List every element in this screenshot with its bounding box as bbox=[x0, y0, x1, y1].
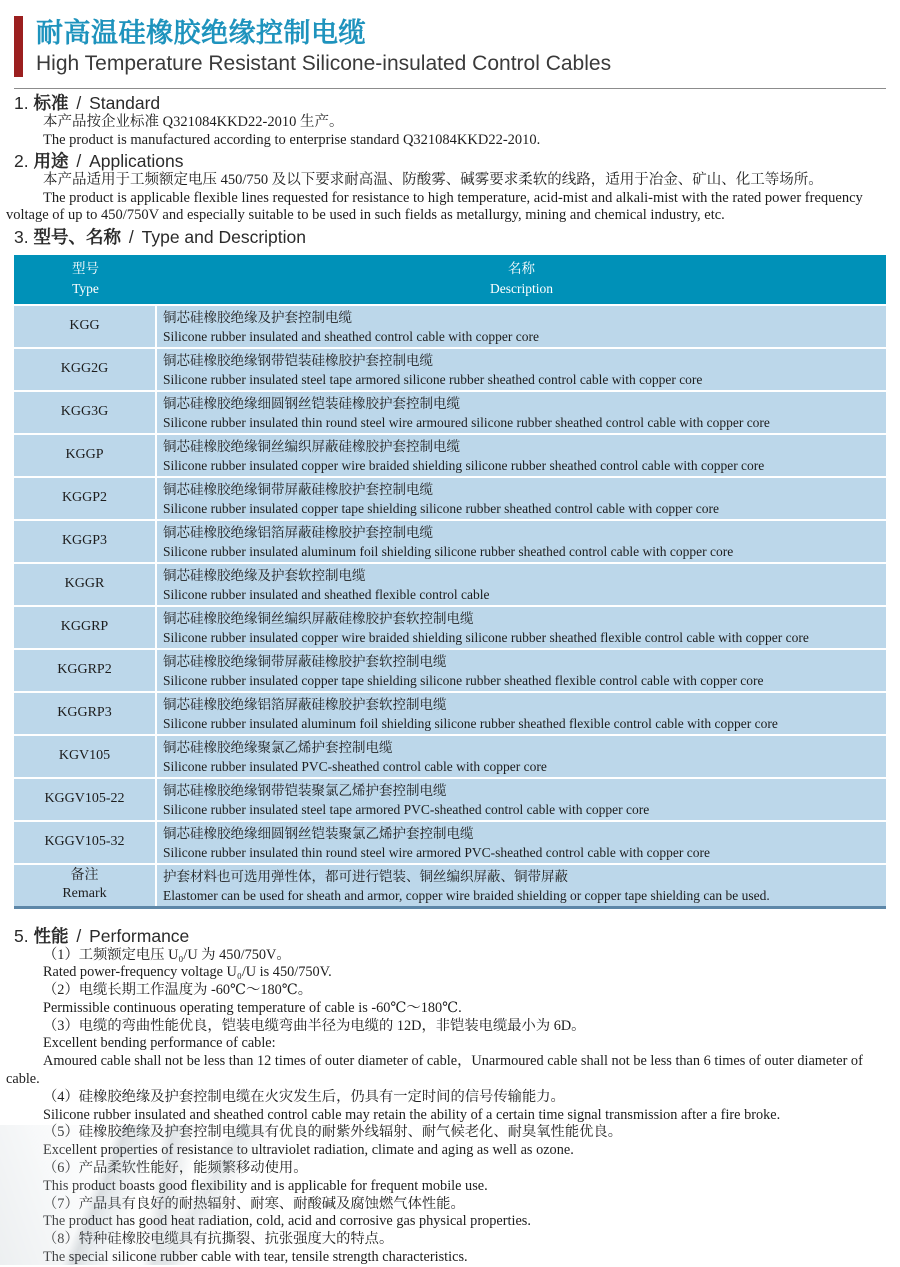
description-cell bbox=[157, 392, 886, 433]
accent-bar bbox=[14, 16, 886, 77]
page-title-zh: 耐高温硅橡胶绝缘控制电缆 bbox=[36, 18, 366, 48]
type-code: KGGP3 bbox=[61, 533, 108, 548]
description-en: Elastomer can be used for sheath and armor, copper wire braided shielding or copper tape shielding can be used. bbox=[163, 887, 770, 903]
type-code: KGGRP bbox=[60, 619, 109, 634]
description-cell bbox=[157, 435, 886, 476]
type-code: KGGP bbox=[65, 447, 104, 462]
description-cell bbox=[157, 521, 886, 562]
type-cell bbox=[14, 306, 155, 347]
description-zh: 铜芯硅橡胶绝缘铝箔屏蔽硅橡胶护套软控制电缆 bbox=[163, 696, 447, 712]
description-cell bbox=[157, 822, 886, 863]
description-cell bbox=[157, 693, 886, 734]
section-number: 1. bbox=[14, 93, 29, 113]
doc-header bbox=[0, 0, 900, 89]
column-header-description-en: Description bbox=[490, 281, 553, 296]
type-code: KGGV105-32 bbox=[44, 834, 125, 849]
page-title-en: High Temperature Resistant Silicone-insulated Control Cables bbox=[36, 52, 612, 75]
type-cell bbox=[14, 822, 155, 863]
performance-line: This product boasts good flexibility and is applicable for frequent mobile use. bbox=[43, 1177, 488, 1194]
section-number: 3. bbox=[14, 226, 29, 247]
description-cell bbox=[157, 478, 886, 519]
description-zh: 铜芯硅橡胶绝缘聚氯乙烯护套控制电缆 bbox=[163, 739, 393, 755]
description-zh: 铜芯硅橡胶绝缘铜带屏蔽硅橡胶护套控制电缆 bbox=[163, 481, 433, 497]
heading-zh: 标准 bbox=[33, 93, 69, 113]
section-types-heading bbox=[14, 227, 900, 247]
type-cell bbox=[14, 650, 155, 691]
performance-line: （6）产品柔软性能好，能频繁移动使用。 bbox=[43, 1160, 308, 1177]
performance-line: Silicone rubber insulated and sheathed control cable may retain the ability of a certain time signal transmission after a fire broke. bbox=[43, 1106, 781, 1123]
type-code-second-line: Remark bbox=[62, 886, 107, 901]
column-header-description-zh: 名称 bbox=[508, 260, 535, 276]
description-zh: 铜芯硅橡胶绝缘钢带铠装硅橡胶护套控制电缆 bbox=[163, 352, 433, 368]
performance-line: （1）工频额定电压 U₀/U 为 450/750V。 bbox=[43, 946, 291, 963]
performance-line: （8）特种硅橡胶电缆具有抗撕裂、抗张强度大的特点。 bbox=[43, 1231, 394, 1248]
type-code: KGGRP3 bbox=[57, 705, 112, 720]
description-zh: 铜芯硅橡胶绝缘及护套软控制电缆 bbox=[163, 567, 366, 583]
type-cell bbox=[14, 607, 155, 648]
description-en: Silicone rubber insulated and sheathed control cable with copper core bbox=[163, 328, 539, 344]
performance-line: The special silicone rubber cable with tear, tensile strength characteristics. bbox=[43, 1249, 468, 1266]
description-en: Silicone rubber insulated thin round steel wire armored PVC-sheathed control cable with copper core bbox=[163, 844, 710, 860]
type-cell bbox=[14, 349, 155, 390]
description-en: Silicone rubber insulated PVC-sheathed control cable with copper core bbox=[163, 758, 547, 774]
description-zh: 铜芯硅橡胶绝缘细圆钢丝铠装硅橡胶护套控制电缆 bbox=[163, 395, 460, 411]
type-cell bbox=[14, 435, 155, 476]
performance-line: （3）电缆的弯曲性能优良，铠装电缆弯曲半径为电缆的 12D，非铠装电缆最小为 6D。 bbox=[43, 1017, 586, 1034]
performance-line: The product has good heat radiation, cold, acid and corrosive gas physical properties. bbox=[43, 1213, 531, 1230]
table-row bbox=[14, 607, 886, 648]
section-performance bbox=[0, 926, 900, 1267]
heading-zh: 用途 bbox=[33, 151, 69, 171]
type-code: KGGR bbox=[64, 576, 105, 591]
section-applications-heading bbox=[14, 151, 900, 171]
heading-zh: 型号、名称 bbox=[33, 226, 121, 247]
performance-list bbox=[0, 947, 900, 1267]
column-header-type bbox=[14, 255, 157, 304]
description-zh: 铜芯硅橡胶绝缘铜丝编织屏蔽硅橡胶护套软控制电缆 bbox=[163, 610, 474, 626]
type-code: KGV105 bbox=[58, 748, 111, 763]
column-header-description bbox=[157, 255, 886, 304]
description-en: Silicone rubber insulated copper tape shielding silicone rubber sheathed flexible control cable with copper core bbox=[163, 672, 764, 688]
type-cell bbox=[14, 736, 155, 777]
heading-separator: / bbox=[76, 925, 82, 946]
heading-separator: / bbox=[76, 151, 82, 171]
description-zh: 铜芯硅橡胶绝缘铝箔屏蔽硅橡胶护套控制电缆 bbox=[163, 524, 433, 540]
heading-en: Type and Description bbox=[141, 226, 307, 247]
standard-body-en: The product is manufactured according to enterprise standard Q321084KKD22-2010. bbox=[43, 131, 541, 148]
performance-line: （7）产品具有良好的耐热辐射、耐寒、耐酸碱及腐蚀燃气体性能。 bbox=[43, 1195, 465, 1212]
description-en: Silicone rubber insulated copper wire braided shielding silicone rubber sheathed control cable with copper core bbox=[163, 457, 765, 473]
description-zh: 铜芯硅橡胶绝缘及护套控制电缆 bbox=[163, 309, 352, 325]
description-en: Silicone rubber insulated steel tape armored PVC-sheathed control cable with copper core bbox=[163, 801, 650, 817]
description-cell bbox=[157, 650, 886, 691]
table-row bbox=[14, 822, 886, 863]
section-standard-heading bbox=[14, 93, 900, 113]
description-en: Silicone rubber insulated copper wire braided shielding silicone rubber sheathed flexible control cable with copper core bbox=[163, 629, 809, 645]
performance-line: Excellent bending performance of cable: bbox=[43, 1035, 276, 1052]
type-cell bbox=[14, 865, 155, 906]
description-cell bbox=[157, 349, 886, 390]
column-header-type-en: Type bbox=[72, 281, 99, 296]
type-cell bbox=[14, 478, 155, 519]
table-row bbox=[14, 865, 886, 906]
type-cell bbox=[14, 564, 155, 605]
description-en: Silicone rubber insulated steel tape armored silicone rubber sheathed control cable with copper core bbox=[163, 371, 703, 387]
section-standard bbox=[0, 93, 900, 149]
header-divider bbox=[14, 88, 886, 89]
description-en: Silicone rubber insulated aluminum foil shielding silicone rubber sheathed control cable with copper core bbox=[163, 543, 734, 559]
type-code: 备注 bbox=[70, 868, 99, 883]
table-row bbox=[14, 521, 886, 562]
table-body bbox=[14, 306, 886, 906]
description-zh: 护套材料也可选用弹性体，都可进行铠装、铜丝编织屏蔽、铜带屏蔽 bbox=[163, 868, 568, 884]
description-en: Silicone rubber insulated copper tape shielding silicone rubber sheathed control cable with copper core bbox=[163, 500, 719, 516]
applications-body-en: The product is applicable flexible lines requested for resistance to high temperature, acid-mist and alkali-mist with the rated power frequency voltage of up to 450/750V and especially suitable to be used in such fields as metallurgy, mining and chemical industry, etc. bbox=[6, 189, 863, 223]
table-row bbox=[14, 349, 886, 390]
description-en: Silicone rubber insulated aluminum foil shielding silicone rubber sheathed flexible control cable with copper core bbox=[163, 715, 778, 731]
heading-separator: / bbox=[76, 93, 82, 113]
table-row bbox=[14, 478, 886, 519]
description-cell bbox=[157, 607, 886, 648]
section-performance-heading bbox=[14, 926, 900, 946]
performance-line: Amoured cable shall not be less than 12 times of outer diameter of cable，Unarmoured cable shall not be less than 6 times of outer diameter of cable. bbox=[6, 1053, 863, 1088]
table-row bbox=[14, 564, 886, 605]
description-cell bbox=[157, 779, 886, 820]
description-zh: 铜芯硅橡胶绝缘铜丝编织屏蔽硅橡胶护套控制电缆 bbox=[163, 438, 460, 454]
table-row bbox=[14, 306, 886, 347]
section-applications bbox=[0, 151, 900, 225]
performance-line: Rated power-frequency voltage U₀/U is 450/750V. bbox=[43, 964, 332, 981]
table-header-row bbox=[14, 255, 886, 304]
table-row bbox=[14, 435, 886, 476]
description-cell bbox=[157, 865, 886, 906]
heading-zh: 性能 bbox=[33, 925, 69, 946]
table-row bbox=[14, 779, 886, 820]
heading-en: Standard bbox=[89, 93, 161, 113]
applications-body-zh: 本产品适用于工频额定电压 450/750 及以下要求耐高温、防酸雾、碱雾要求柔软的线路，适用于冶金、矿山、化工等场所。 bbox=[43, 172, 823, 188]
description-cell bbox=[157, 736, 886, 777]
description-zh: 铜芯硅橡胶绝缘细圆钢丝铠装聚氯乙烯护套控制电缆 bbox=[163, 825, 474, 841]
description-cell bbox=[157, 564, 886, 605]
performance-line: Permissible continuous operating temperature of cable is -60℃～180℃. bbox=[43, 999, 462, 1016]
performance-line: （2）电缆长期工作温度为 -60℃～180℃。 bbox=[43, 982, 313, 999]
section-types bbox=[0, 227, 900, 909]
type-code: KGG3G bbox=[60, 404, 109, 419]
type-description-table bbox=[14, 255, 886, 909]
type-cell bbox=[14, 521, 155, 562]
performance-line: （4）硅橡胶绝缘及护套控制电缆在火灾发生后，仍具有一定时间的信号传输能力。 bbox=[43, 1088, 565, 1105]
type-code: KGGP2 bbox=[61, 490, 108, 505]
standard-body-zh: 本产品按企业标准 Q321084KKD22-2010 生产。 bbox=[43, 114, 344, 130]
table-row bbox=[14, 693, 886, 734]
performance-line: Excellent properties of resistance to ultraviolet radiation, climate and aging as well as ozone. bbox=[43, 1142, 574, 1159]
type-cell bbox=[14, 779, 155, 820]
type-cell bbox=[14, 693, 155, 734]
type-code: KGGV105-22 bbox=[44, 791, 125, 806]
performance-line: （5）硅橡胶绝缘及护套控制电缆具有优良的耐紫外线辐射、耐气候老化、耐臭氧性能优良。 bbox=[43, 1124, 623, 1141]
column-header-type-zh: 型号 bbox=[72, 260, 99, 276]
table-row bbox=[14, 392, 886, 433]
heading-separator: / bbox=[128, 226, 134, 247]
description-cell bbox=[157, 306, 886, 347]
type-code: KGG bbox=[69, 318, 100, 333]
table-row bbox=[14, 650, 886, 691]
description-en: Silicone rubber insulated thin round steel wire armoured silicone rubber sheathed control cable with copper core bbox=[163, 414, 770, 430]
table-row bbox=[14, 736, 886, 777]
type-cell bbox=[14, 392, 155, 433]
description-en: Silicone rubber insulated and sheathed flexible control cable bbox=[163, 586, 490, 602]
section-number: 2. bbox=[14, 151, 29, 171]
description-zh: 铜芯硅橡胶绝缘铜带屏蔽硅橡胶护套软控制电缆 bbox=[163, 653, 447, 669]
type-code: KGGRP2 bbox=[57, 662, 112, 677]
heading-en: Applications bbox=[89, 151, 184, 171]
heading-en: Performance bbox=[89, 925, 190, 946]
section-number: 5. bbox=[14, 925, 29, 946]
description-zh: 铜芯硅橡胶绝缘钢带铠装聚氯乙烯护套控制电缆 bbox=[163, 782, 447, 798]
type-code: KGG2G bbox=[60, 361, 109, 376]
